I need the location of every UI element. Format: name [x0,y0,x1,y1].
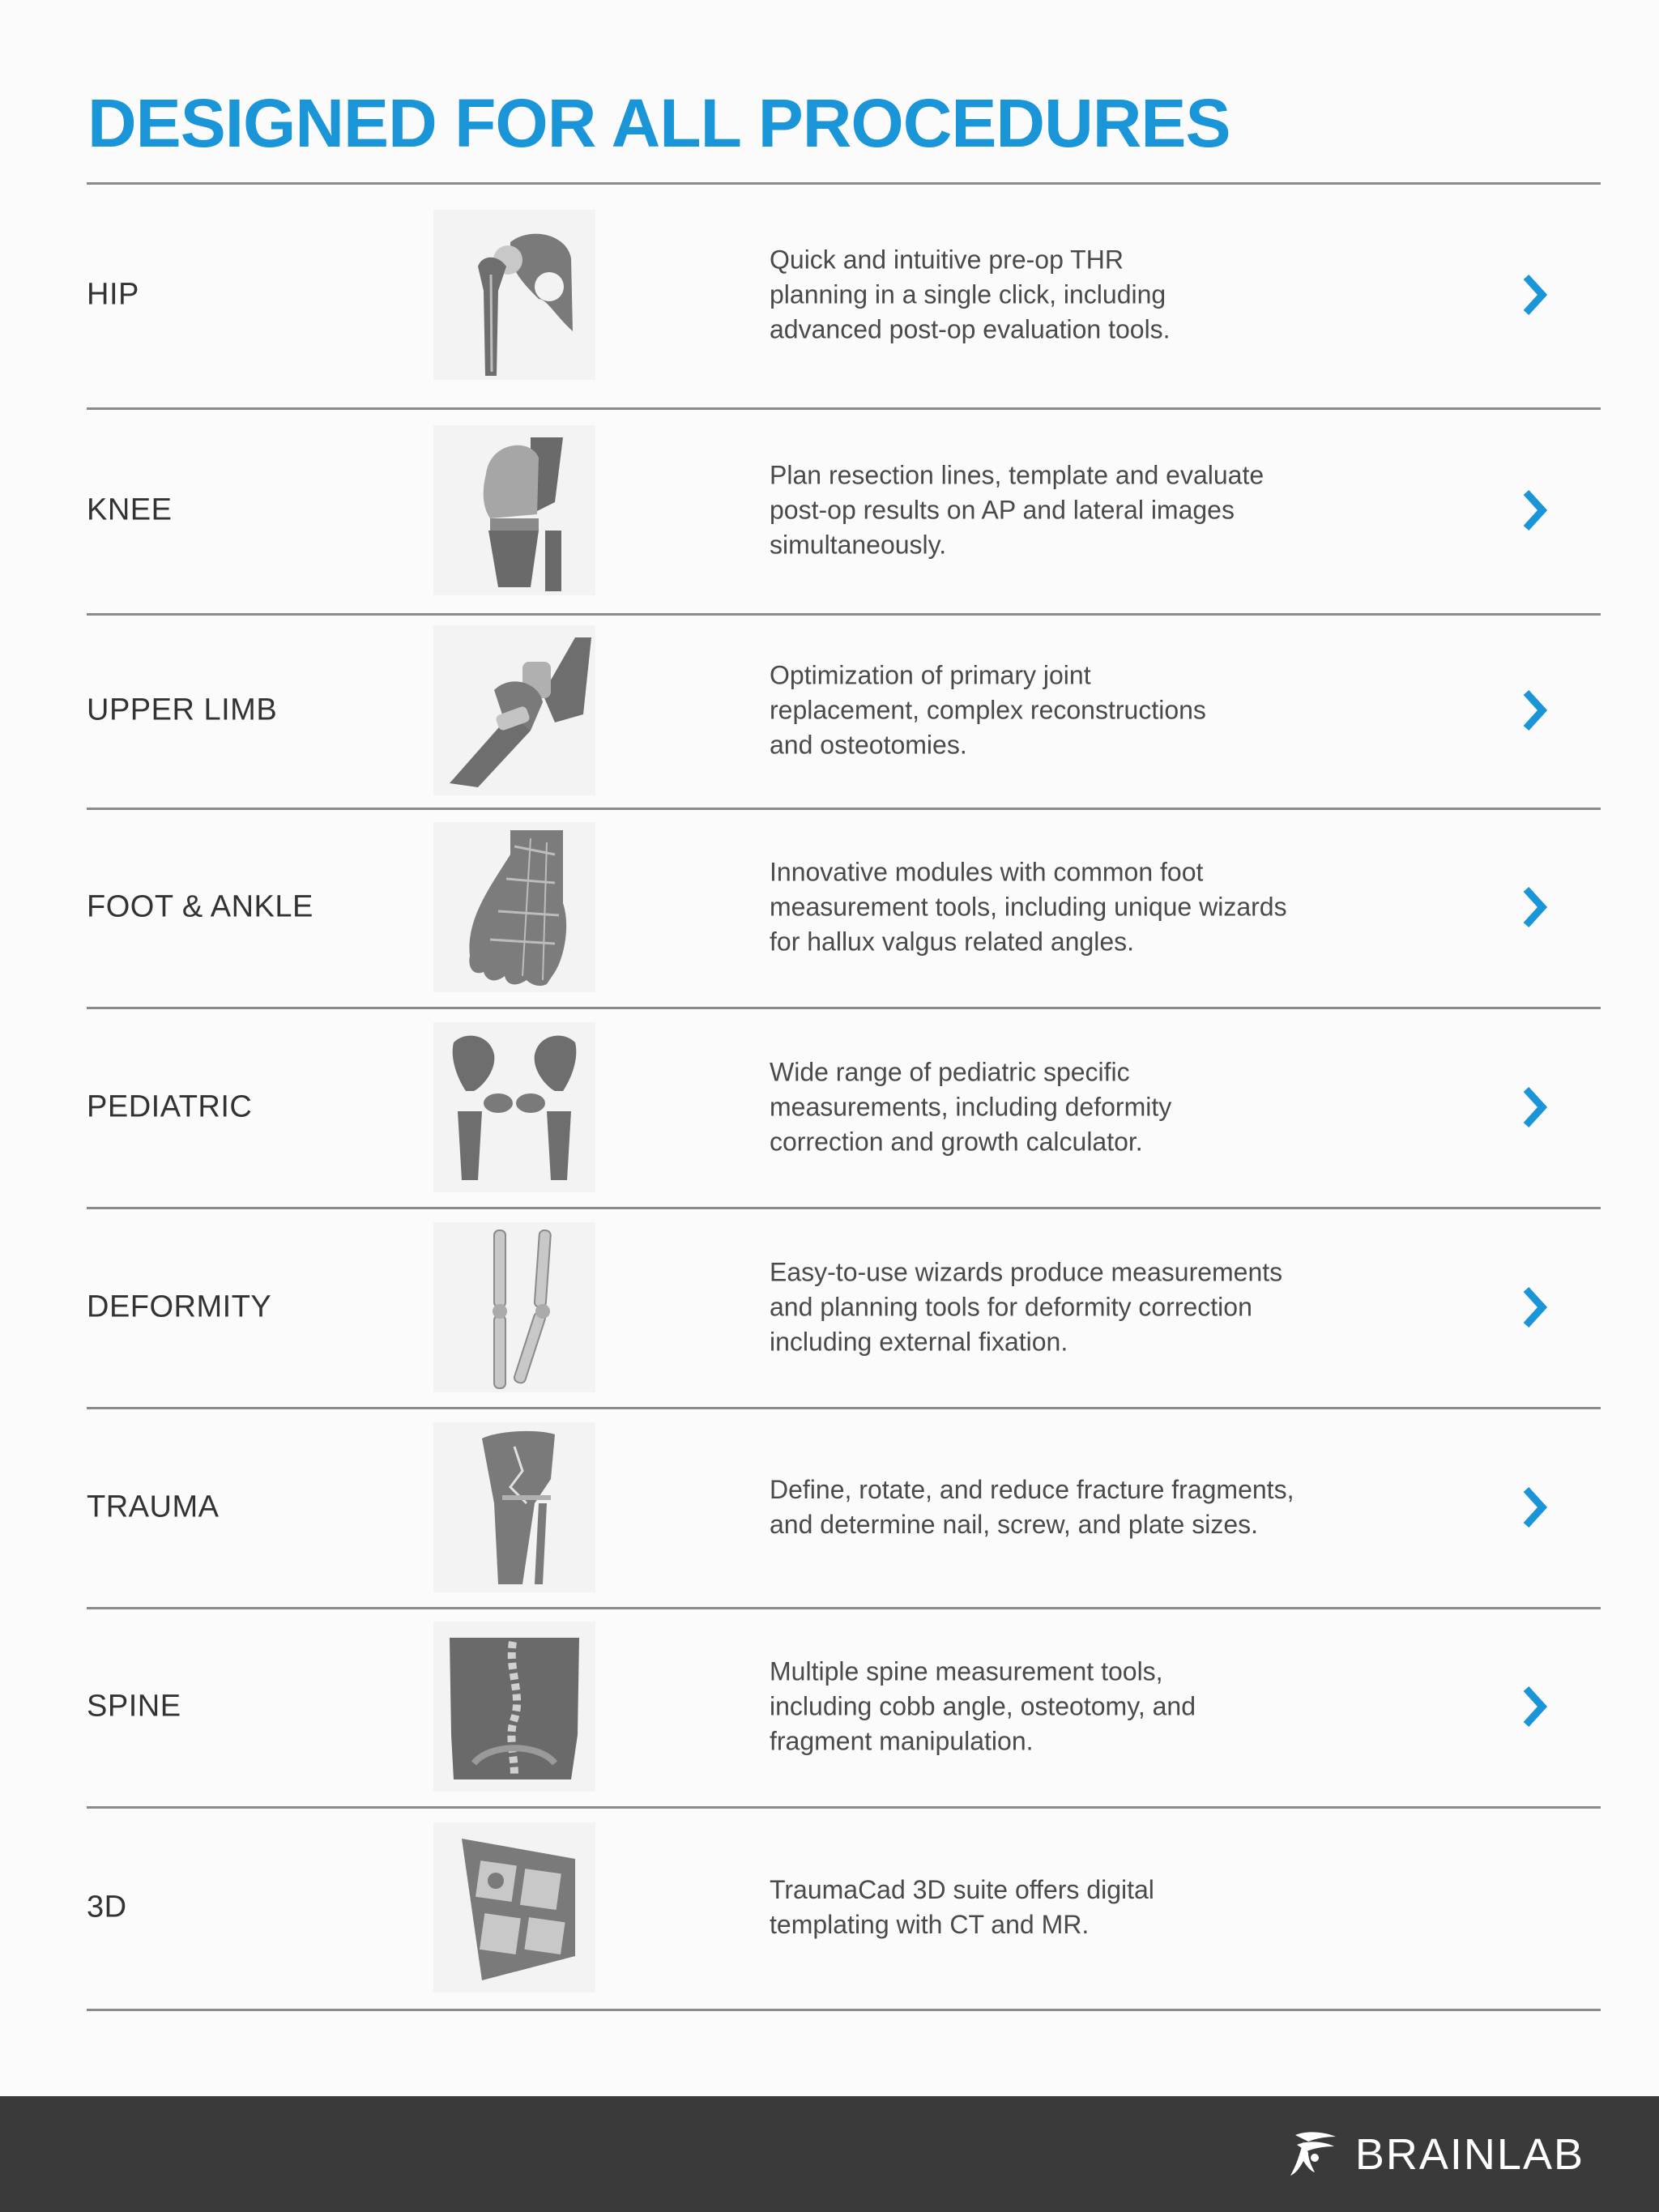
description-line: Optimization of primary joint [770,660,1091,690]
procedure-label: FOOT & ANKLE [87,889,313,924]
fractured-tibia-icon [433,1422,595,1592]
procedure-row[interactable] [0,182,1659,407]
procedure-label: KNEE [87,492,173,527]
procedure-description [770,243,1385,347]
leg-bones-icon [433,1222,595,1392]
procedure-label: TRAUMA [87,1490,220,1524]
description-line: TraumaCad 3D suite offers digital [770,1875,1154,1904]
chevron-right-icon[interactable] [1515,884,1554,930]
procedure-description [770,1873,1385,1942]
knee-bone-icon [433,425,595,595]
page-title: DESIGNED FOR ALL PROCEDURES [87,85,1230,161]
row-divider [87,2009,1601,2011]
description-line: Wide range of pediatric specific [770,1057,1130,1086]
description-line: and planning tools for deformity correction [770,1292,1252,1321]
procedure-row[interactable] [0,1806,1659,2009]
procedure-description [770,855,1385,960]
procedure-row[interactable] [0,808,1659,1007]
description-line: simultaneously. [770,530,947,560]
procedure-row[interactable] [0,613,1659,808]
description-line: Quick and intuitive pre-op THR [770,245,1124,275]
procedure-row[interactable] [0,1407,1659,1607]
procedure-row[interactable] [0,1607,1659,1806]
procedure-description [770,1255,1385,1359]
chevron-right-icon[interactable] [1515,688,1554,733]
description-line: templating with CT and MR. [770,1910,1090,1939]
description-line: and osteotomies. [770,730,967,760]
chevron-right-icon[interactable] [1515,1085,1554,1130]
description-line: Define, rotate, and reduce fracture fragments, [770,1474,1294,1504]
hip-bone-icon [433,210,595,380]
chevron-right-icon[interactable] [1515,1684,1554,1729]
description-line: measurements, including deformity [770,1092,1172,1121]
procedure-label: 3D [87,1890,127,1924]
description-line: for hallux valgus related angles. [770,927,1135,957]
procedure-label: PEDIATRIC [87,1089,253,1123]
description-line: including external fixation. [770,1327,1068,1356]
procedure-label: DEFORMITY [87,1289,272,1323]
description-line: fragment manipulation. [770,1726,1034,1756]
procedure-description [770,1055,1385,1159]
brand-name: BRAINLAB [1354,2129,1584,2179]
footer-bar [0,2096,1659,2212]
procedure-label: HIP [87,277,139,312]
description-line: planning in a single click, including [770,279,1166,309]
description-line: and determine nail, screw, and plate sizes. [770,1509,1258,1539]
procedure-description [770,458,1385,563]
procedure-label: UPPER LIMB [87,693,278,727]
procedure-label: SPINE [87,1689,181,1724]
procedure-row[interactable] [0,1207,1659,1407]
description-line: replacement, complex reconstructions [770,695,1206,725]
procedure-row[interactable] [0,407,1659,613]
description-line: Plan resection lines, template and evaluate [770,460,1265,490]
procedure-description [770,658,1385,763]
description-line: Innovative modules with common foot [770,857,1204,887]
3d-scan-panel-icon [433,1822,595,1993]
brainlab-logo-icon [1279,2129,1342,2180]
spine-icon [433,1622,595,1792]
brand[interactable] [1279,2129,1584,2180]
chevron-right-icon[interactable] [1515,1485,1554,1530]
description-line: correction and growth calculator. [770,1127,1143,1156]
chevron-right-icon[interactable] [1515,488,1554,533]
foot-bone-icon [433,822,595,992]
elbow-bone-icon [433,625,595,795]
procedure-description [770,1473,1385,1542]
description-line: including cobb angle, osteotomy, and [770,1691,1196,1721]
procedure-description [770,1655,1385,1759]
pediatric-pelvis-icon [433,1022,595,1192]
procedure-row[interactable] [0,1007,1659,1207]
description-line: post-op results on AP and lateral images [770,495,1235,525]
description-line: advanced post-op evaluation tools. [770,314,1171,344]
description-line: measurement tools, including unique wizards [770,892,1287,922]
chevron-right-icon[interactable] [1515,272,1554,318]
chevron-right-icon[interactable] [1515,1285,1554,1330]
description-line: Easy-to-use wizards produce measurements [770,1257,1283,1286]
description-line: Multiple spine measurement tools, [770,1656,1163,1686]
